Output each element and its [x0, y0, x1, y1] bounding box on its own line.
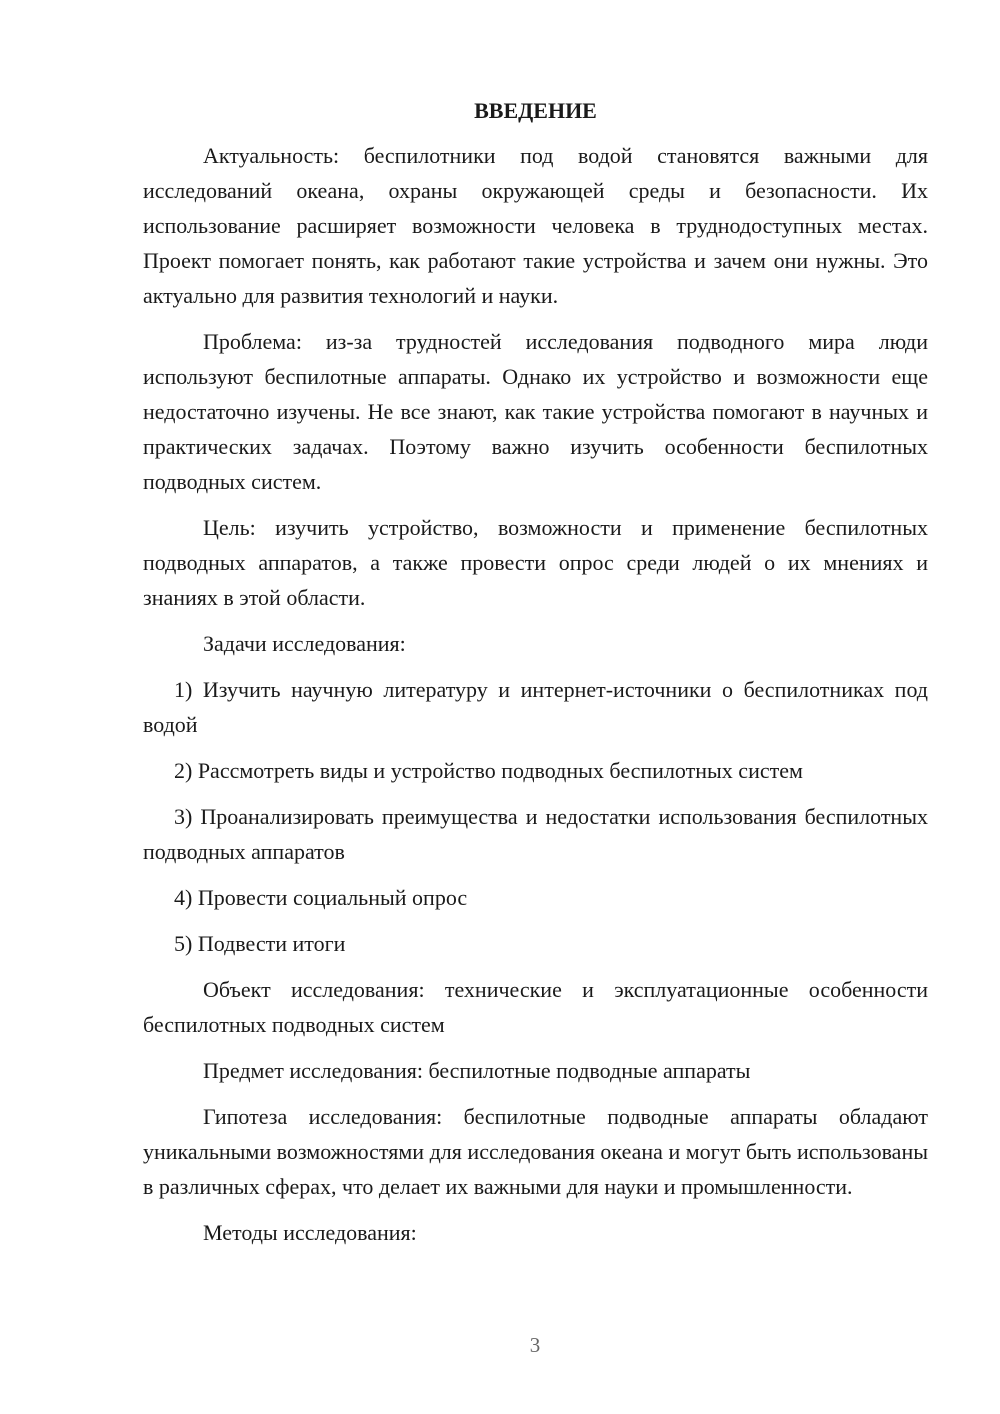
section-heading: ВВЕДЕНИЕ	[474, 98, 597, 123]
methods-heading: Методы исследования:	[203, 1220, 417, 1245]
task-item-2: 2) Рассмотреть виды и устройство подводных беспилотных систем	[174, 758, 803, 783]
problem-paragraph: Проблема: из-за трудностей исследования подводного мира люди используют беспилотные аппараты. Однако их устройство и возможности еще недостаточно изучены. Не все знают, как такие устройства помогают в научных и практических задачах. Поэтому важно изучить особенности беспилотных подводных систем.	[143, 329, 928, 494]
relevance-paragraph: Актуальность: беспилотники под водой становятся важными для исследований океана, охраны окружающей среды и безопасности. Их использование расширяет возможности человека в труднодоступных местах. Проект помогает понять, как работают такие устройства и зачем они нужны. Это актуально для развития технологий и науки.	[143, 143, 928, 308]
task-item-1: 1) Изучить научную литературу и интернет-источники о беспилотниках под водой	[143, 677, 928, 737]
subject-paragraph: Предмет исследования: беспилотные подводные аппараты	[203, 1058, 751, 1083]
tasks-heading: Задачи исследования:	[203, 631, 406, 656]
hypothesis-paragraph: Гипотеза исследования: беспилотные подводные аппараты обладают уникальными возможностями для исследования океана и могут быть использованы в различных сферах, что делает их важными для науки и промышленности.	[143, 1104, 928, 1199]
page-content	[143, 96, 928, 1261]
goal-paragraph: Цель: изучить устройство, возможности и применение беспилотных подводных аппаратов, а также провести опрос среди людей о их мнениях и знаниях в этой области.	[143, 515, 928, 610]
task-item-5: 5) Подвести итоги	[174, 931, 346, 956]
task-item-3: 3) Проанализировать преимущества и недостатки использования беспилотных подводных аппаратов	[143, 804, 928, 864]
page-number: 3	[529, 1333, 541, 1357]
object-paragraph: Объект исследования: технические и эксплуатационные особенности беспилотных подводных систем	[143, 977, 928, 1037]
task-item-4: 4) Провести социальный опрос	[174, 885, 468, 910]
